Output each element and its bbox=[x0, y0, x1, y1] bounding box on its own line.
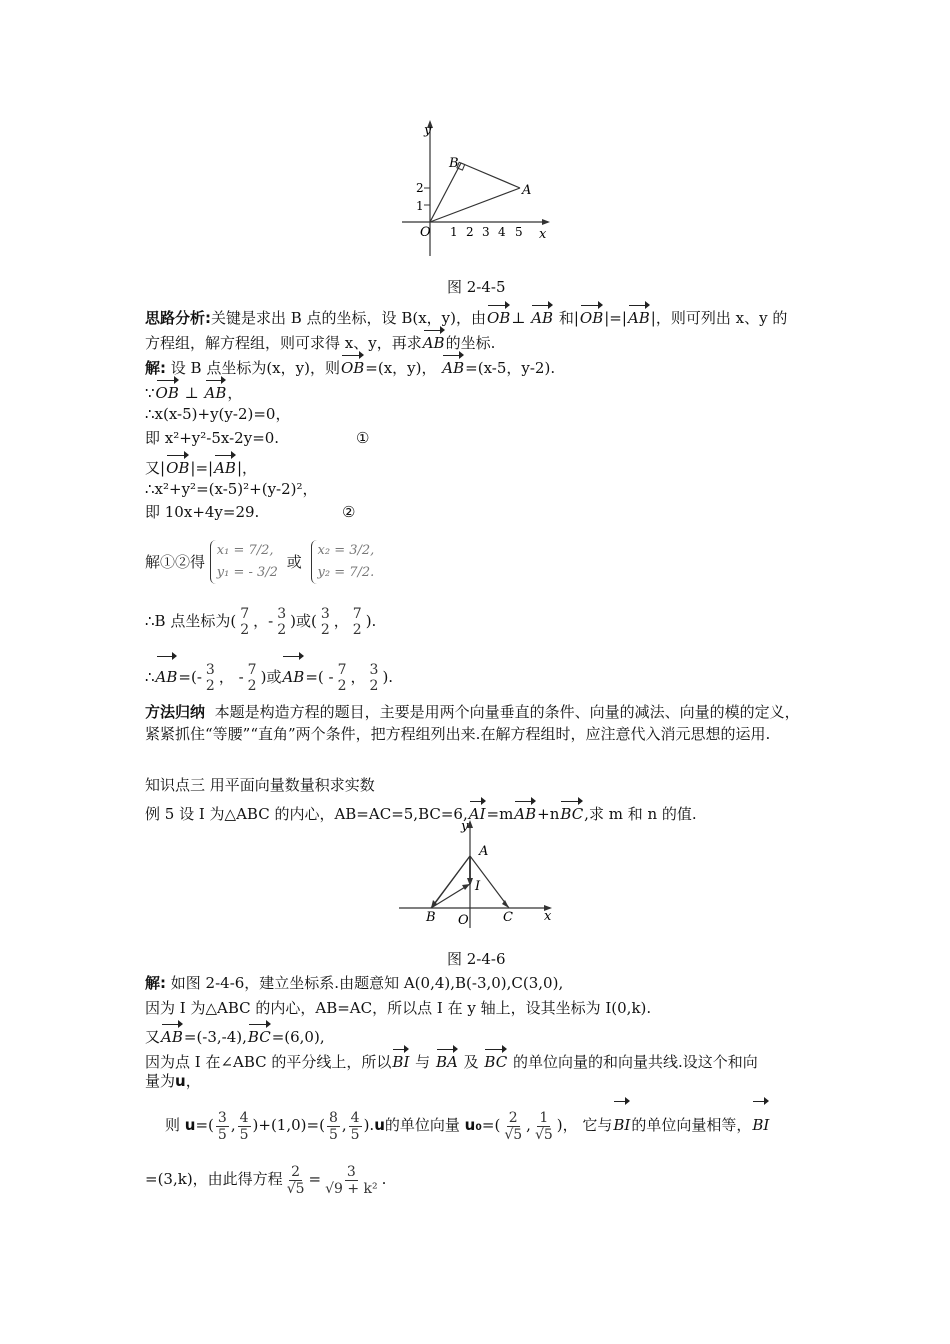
fraction: 3 2 bbox=[277, 606, 287, 638]
solution2-line-3: 又AB=(-3,-4),BC=(6,0), bbox=[145, 1021, 325, 1047]
section-heading: 知识点三 用平面向量数量积求实数 bbox=[145, 776, 375, 794]
analysis-label: 思路分析: bbox=[145, 309, 211, 327]
fraction: $\frac{2}{√5}$ bbox=[504, 1109, 523, 1143]
method-label: 方法归纳 bbox=[145, 703, 206, 721]
vector-bc: BC bbox=[484, 1046, 507, 1072]
solution2-line-5: 量为u， bbox=[145, 1072, 201, 1090]
segment-ob bbox=[430, 163, 461, 222]
fig2-origin-label: O bbox=[458, 913, 469, 928]
vector-ab: AB bbox=[514, 798, 536, 824]
solution2-line-4: 因为点 I 在∠ABC 的平分线上，所以BI 与 BA 及 BC 的单位向量的和向量共线.设这个和向 bbox=[145, 1046, 758, 1072]
fraction: 3 2 bbox=[369, 662, 379, 694]
fraction: $\frac{3}{\text{√9 + k²}}$ bbox=[325, 1163, 378, 1197]
solution-line-1: 解: 设 B 点坐标为(x，y)，则OB=(x，y)， AB=(x-5，y-2). bbox=[145, 352, 555, 378]
vector-ab: AB bbox=[205, 377, 227, 403]
vector-bc: BC bbox=[560, 798, 583, 824]
equation-mark-2: ② bbox=[342, 503, 356, 521]
x-axis-arrow-icon bbox=[542, 219, 550, 225]
fig2-point-c-label: C bbox=[503, 910, 513, 925]
vector-ab: AB bbox=[161, 1021, 183, 1047]
fraction: 3 2 bbox=[205, 662, 215, 694]
fraction: $\frac{1}{√5}$ bbox=[534, 1109, 553, 1143]
solution-line-5: 又|OB|=|AB|， bbox=[145, 452, 257, 478]
vector-bc: BC bbox=[248, 1021, 271, 1047]
solution2-line-2: 因为 I 为△ABC 的内心，AB=AC，所以点 I 在 y 轴上，设其坐标为 I(0,k). bbox=[145, 999, 652, 1017]
analysis-line-2: 方程组，解方程组，则可求得 x、y，再求AB的坐标. bbox=[145, 327, 495, 353]
fig2-point-a-label: A bbox=[479, 844, 489, 859]
solution2-line-7: =(3,k)，由此得方程 $\frac{2}{√5}$ = $\frac{3}{\text{√9 + k²}}$ . bbox=[145, 1163, 387, 1197]
vector-ab: AB bbox=[628, 302, 650, 328]
fig1-y-tick-label: 1 bbox=[416, 199, 424, 213]
vector-ob: OB bbox=[166, 452, 189, 478]
figure-2-4-6 bbox=[395, 818, 560, 930]
solution-line-3: ∴x(x-5)+y(y-2)=0， bbox=[145, 405, 291, 423]
vector-ob: OB bbox=[156, 377, 179, 403]
fig1-x-tick-label: 5 bbox=[515, 225, 523, 239]
vector-ba: BA bbox=[436, 1046, 458, 1072]
equation-system-2: x₂ = 3/2, y₂ = 7/2. bbox=[311, 540, 375, 584]
fraction: $\frac{8}{5}$ bbox=[328, 1109, 338, 1143]
fig1-x-tick-label: 4 bbox=[498, 225, 506, 239]
fig1-x-tick-label: 2 bbox=[466, 225, 474, 239]
solution-line-7: 即 10x+4y=29. bbox=[145, 503, 260, 521]
system-solution: 解①②得 x₁ = 7/2, y₁ = - 3/2 或 x₂ = 3/2, y₂ = 7/2. bbox=[145, 540, 374, 584]
fig2-point-i-label: I bbox=[475, 879, 481, 894]
fig2-x-label: x bbox=[544, 909, 552, 924]
fraction: $\frac{3}{5}$ bbox=[217, 1109, 227, 1143]
vector-ab: AB bbox=[423, 327, 445, 353]
equation-system-1: x₁ = 7/2, y₁ = - 3/2 bbox=[210, 540, 278, 584]
solution-label: 解: bbox=[145, 974, 166, 992]
solution-line-2: ∵OB ⊥ AB， bbox=[145, 377, 242, 403]
fig1-x-label: x bbox=[539, 227, 547, 242]
fig1-y-label: y bbox=[424, 123, 432, 138]
fig1-point-b-label: B bbox=[449, 156, 459, 171]
solution-label: 解: bbox=[145, 359, 166, 377]
fraction: 7 2 bbox=[240, 606, 250, 638]
figure-2-4-5 bbox=[398, 118, 558, 258]
solution-line-4: 即 x²+y²-5x-2y=0. bbox=[145, 429, 280, 447]
vector-bi: BI bbox=[752, 1098, 769, 1146]
equation-mark-1: ① bbox=[356, 429, 370, 447]
vector-ob: OB bbox=[341, 352, 364, 378]
fig2-y-label: y bbox=[461, 819, 469, 834]
fig1-x-tick-label: 3 bbox=[482, 225, 490, 239]
fraction: 7 2 bbox=[247, 662, 257, 694]
fig1-x-tick-label: 1 bbox=[450, 225, 458, 239]
solution2-line-6: 则 u=( $\frac{3}{5}$ , $\frac{4}{5}$ )+(1,0)=( $\frac{8}{5}$ , $\frac{4}{5}$ ).u的单位向量 u₀=( $\frac{2}{√5}$ , $\frac{1}{√5}$ )， 它与BI的单位向量相等，BI bbox=[165, 1098, 770, 1146]
vector-ob: OB bbox=[487, 302, 510, 328]
ab-result-line: ∴AB=(- 3 2 ， - 7 2 )或AB=( - 7 2 ， 3 2 ). bbox=[145, 653, 393, 695]
vector-ab: AB bbox=[531, 302, 553, 328]
fraction: $\frac{2}{√5}$ bbox=[286, 1163, 305, 1197]
figure-caption: 图 2-4-6 bbox=[447, 950, 506, 968]
solution2-line-1: 解: 如图 2-4-6，建立坐标系.由题意知 A(0,4),B(-3,0),C(3,0), bbox=[145, 974, 564, 992]
fig1-origin-label: O bbox=[420, 225, 431, 240]
vector-ob: OB bbox=[580, 302, 603, 328]
method-summary: 方法归纳 本题是构造方程的题目，主要是用两个向量垂直的条件、向量的减法、向量的模的定义，紧紧抓住“等腰”“直角”两个条件，把方程组列出来.在解方程组时，应注意代入消元思想的运用. bbox=[145, 703, 800, 743]
arrow-icon bbox=[502, 900, 509, 908]
figure-caption: 图 2-4-5 bbox=[447, 278, 506, 296]
analysis-line-1: 思路分析:关键是求出 B 点的坐标，设 B(x，y)，由OB⊥ AB 和|OB|=|AB|，则可列出 x、y 的 bbox=[145, 302, 787, 328]
fig2-point-b-label: B bbox=[426, 910, 436, 925]
fraction: $\frac{4}{5}$ bbox=[239, 1109, 249, 1143]
vector-bi: BI bbox=[392, 1046, 409, 1072]
vector-bi: BI bbox=[613, 1098, 630, 1146]
vector-ab: AB bbox=[282, 653, 304, 695]
fraction: 3 2 bbox=[320, 606, 330, 638]
vector-ab: AB bbox=[442, 352, 464, 378]
fig1-y-tick-label: 2 bbox=[416, 181, 424, 195]
fraction: 7 2 bbox=[352, 606, 362, 638]
arrow-icon bbox=[462, 884, 470, 890]
fraction: 7 2 bbox=[337, 662, 347, 694]
vector-ab: AB bbox=[156, 653, 178, 695]
segment-oa bbox=[430, 188, 520, 222]
fig1-point-a-label: A bbox=[522, 183, 532, 198]
fraction: $\frac{4}{5}$ bbox=[350, 1109, 360, 1143]
example-5: 例 5 设 I 为△ABC 的内心，AB=AC=5,BC=6,AI=mAB+nBC,求 m 和 n 的值. bbox=[145, 798, 697, 824]
segment-ba bbox=[461, 163, 520, 188]
vector-ai: AI bbox=[469, 798, 486, 824]
vector-ab: AB bbox=[214, 452, 236, 478]
solution-line-6: ∴x²+y²=(x-5)²+(y-2)²， bbox=[145, 480, 318, 498]
vector-ab-line bbox=[433, 856, 470, 906]
b-coordinate-line: ∴B 点坐标为( 7 2 ，- 3 2 )或( 3 2 ， 7 2 ). bbox=[145, 606, 377, 638]
